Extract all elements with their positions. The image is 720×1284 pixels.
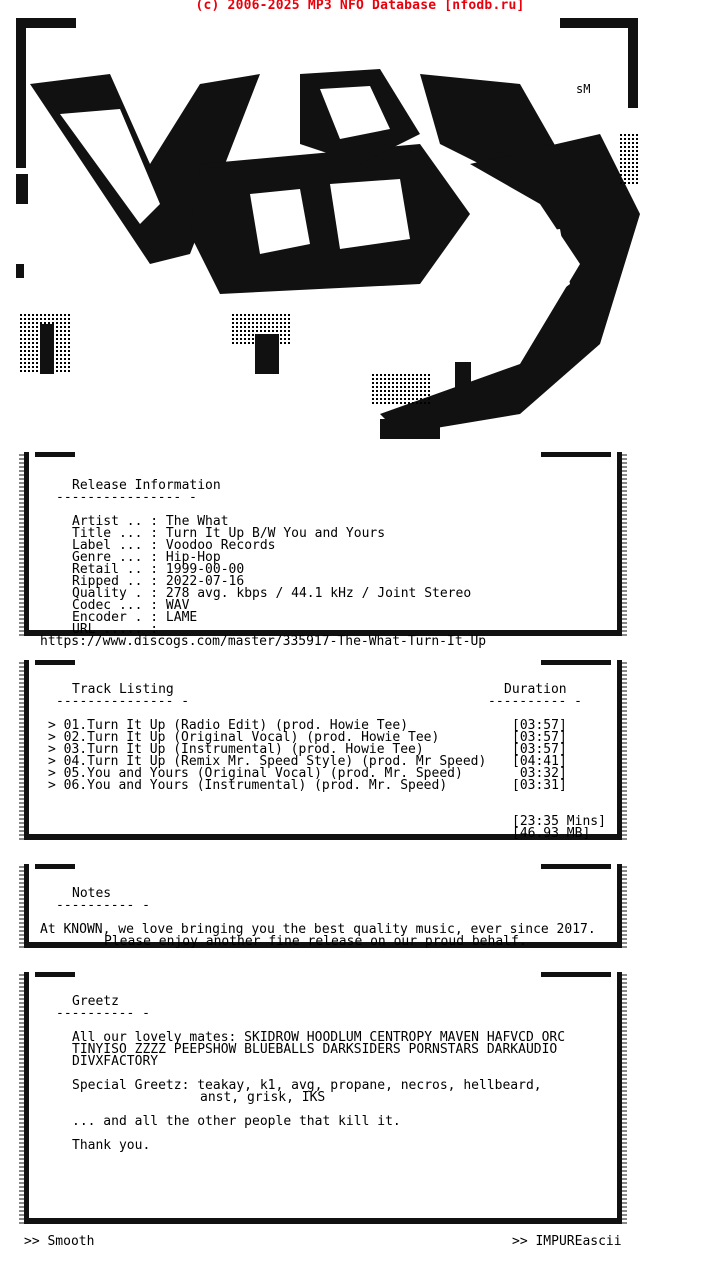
release-info-box (24, 452, 622, 636)
track-duration: [03:57] (512, 742, 567, 757)
greetz-others: ... and all the other people that kill it. (72, 1114, 401, 1129)
release-info-rule: ---------------- - (56, 490, 197, 505)
track-row (48, 780, 447, 792)
track-name: > 01.Turn It Up (Radio Edit) (prod. Howie Tee) (48, 718, 409, 733)
title-value: Turn It Up B/W You and Yours (165, 526, 386, 541)
retail-label: Retail .. : (72, 562, 159, 577)
greetz-special-1: Special Greetz: teakay, k1, avg, propane, necros, hellbeard, (72, 1078, 542, 1093)
track-duration: [03:57] (512, 730, 567, 745)
ascii-art-logo (0, 14, 650, 446)
track-duration: [03:31] (512, 778, 567, 793)
track-name: > 03.Turn It Up (Instrumental) (prod. Howie Tee) (48, 742, 424, 757)
copyright-banner: (c) 2006-2025 MP3 NFO Database [nfodb.ru] (195, 0, 525, 13)
artist-value: The What (165, 514, 229, 529)
greetz-mates-1: All our lovely mates: SKIDROW HOODLUM CENTROPY MAVEN HAFVCD ORC (72, 1030, 566, 1045)
url-label: URL ..... : (72, 622, 159, 637)
track-name: > 04.Turn It Up (Remix Mr. Speed Style) (prod. Mr Speed) (48, 754, 487, 769)
greetz-box (24, 972, 622, 1224)
greetz-rule: ---------- - (56, 1006, 150, 1021)
codec-value: WAV (165, 598, 190, 613)
track-duration: [04:41] (512, 754, 567, 769)
logo-signature: sM (576, 82, 591, 96)
total-time: [23:35 Mins] (512, 814, 606, 829)
retail-value: 1999-00-00 (165, 562, 245, 577)
ripped-value: 2022-07-16 (165, 574, 245, 589)
track-name: > 05.You and Yours (Original Vocal) (prod. Mr. Speed) (48, 766, 463, 781)
encoder-label: Encoder . : (72, 610, 159, 625)
genre-value: Hip-Hop (165, 550, 221, 565)
notes-line-1: At KNOWN, we love bringing you the best quality music, ever since 2017. (40, 922, 596, 937)
ripped-label: Ripped .. : (72, 574, 159, 589)
greetz-header: Greetz (72, 994, 119, 1009)
track-listing-rule: --------------- - (56, 694, 190, 709)
track-name: > 02.Turn It Up (Original Vocal) (prod. Howie Tee) (48, 730, 440, 745)
track-listing-header: Track Listing (72, 682, 174, 697)
footer-right-credit: >> IMPUREascii (512, 1234, 622, 1249)
greetz-mates-2: TINYISO ZZZZ PEEPSHOW BLUEBALLS DARKSIDERS PORNSTARS DARKAUDIO (72, 1042, 558, 1057)
track-duration: [03:57] (512, 718, 567, 733)
notes-rule: ---------- - (56, 898, 150, 913)
notes-header: Notes (72, 886, 112, 901)
greetz-thanks: Thank you. (72, 1138, 151, 1153)
total-size: [46.93 MB] (512, 826, 591, 841)
duration-header: Duration (504, 682, 567, 697)
track-listing-box (24, 660, 622, 840)
quality-label: Quality . : (72, 586, 159, 601)
discogs-url: https://www.discogs.com/master/335917-The-What-Turn-It-Up (40, 634, 487, 649)
genre-label: Genre ... : (72, 550, 159, 565)
greetz-special-2: anst, grisk, IKS (200, 1090, 326, 1105)
codec-label: Codec ... : (72, 598, 159, 613)
footer-left-credit: >> Smooth (24, 1234, 95, 1249)
label-value: Voodoo Records (165, 538, 276, 553)
greetz-mates-3: DIVXFACTORY (72, 1054, 159, 1069)
duration-rule: ---------- - (488, 694, 582, 709)
track-name: > 06.You and Yours (Instrumental) (prod. Mr. Speed) (48, 778, 448, 793)
artist-label: Artist .. : (72, 514, 159, 529)
release-info-header: Release Information (72, 478, 221, 493)
encoder-value: LAME (165, 610, 198, 625)
label-label: Label ... : (72, 538, 159, 553)
track-duration: 03:32] (512, 766, 567, 781)
quality-value: 278 avg. kbps / 44.1 kHz / Joint Stereo (165, 586, 472, 601)
title-label: Title ... : (72, 526, 159, 541)
notes-line-2: Please enjoy another fine release on our proud behalf. (104, 934, 527, 949)
